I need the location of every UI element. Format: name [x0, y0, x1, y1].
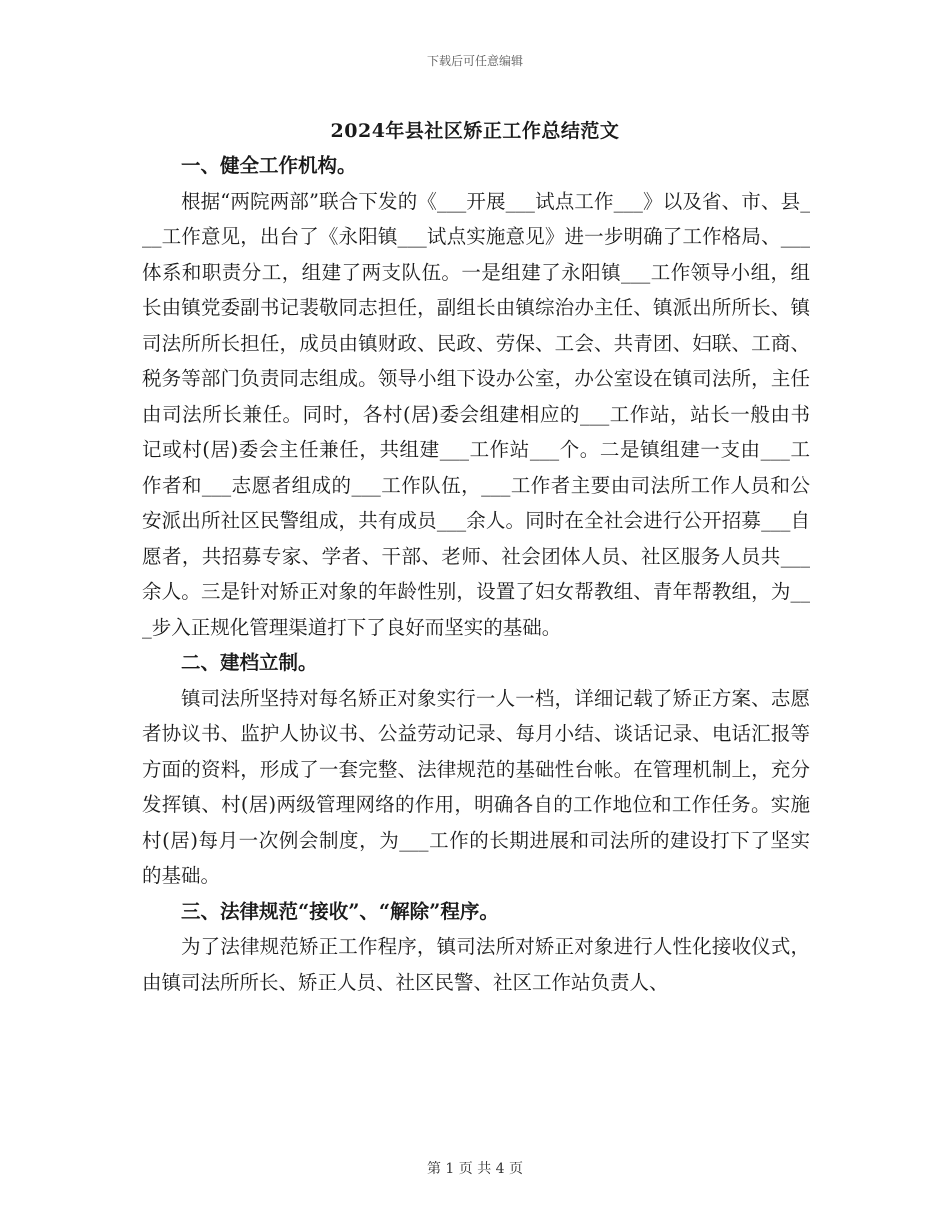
section-heading: 三、法律规范“接收”、“解除”程序。 — [181, 899, 499, 923]
section-heading: 二、建档立制。 — [181, 651, 318, 674]
section-1 — [142, 148, 810, 645]
document-body — [142, 148, 810, 1000]
section-3 — [142, 894, 810, 1001]
page-number: 第 1 页 共 4 页 — [426, 1161, 524, 1177]
document-title: 2024年县社区矫正工作总结范文 — [330, 120, 620, 142]
section-paragraph: 根据“两院两部”联合下发的《___开展___试点工作___》以及省、市、县___工作意见，出台了《永阳镇___试点实施意见》进一步明确了工作格局、___体系和职责分工，组建了两支队伍。一是组建了永阳镇___工作领导小组，组长由镇党委副书记裴敬同志担任，副组长由镇综治办主任、镇派出所所长、镇司法所所长担任，成员由镇财政、民政、劳保、工会、共青团、妇联、工商、税务等部门负责同志组成。领导小组下设办公室，办公室设在镇司法所，主任由司法所长兼任。同时，各村(居)委会组建相应的___工作站，站长一般由书记或村(居)委会主任兼任，共组建___工作站___个。二是镇组建一支由___工作者和___志愿者组成的___工作队伍，___工作者主要由司法所工作人员和公安派出所社区民警组成，共有成员___余人。同时在全社会进行公开招募___自愿者，共招募专家、学者、干部、老师、社会团体人员、社区服务人员共___余人。三是针对矫正对象的年龄性别，设置了妇女帮教组、青年帮教组，为___步入正规化管理渠道打下了良好而坚实的基础。 — [142, 189, 810, 639]
section-heading: 一、健全工作机构。 — [181, 154, 357, 177]
section-paragraph: 为了法律规范矫正工作程序，镇司法所对矫正对象进行人性化接收仪式，由镇司法所所长、矫正人员、社区民警、社区工作站负责人、 — [142, 935, 810, 994]
section-2 — [142, 645, 810, 894]
page-header-note: 下载后可任意编辑 — [426, 54, 523, 68]
section-paragraph: 镇司法所坚持对每名矫正对象实行一人一档，详细记载了矫正方案、志愿者协议书、监护人协议书、公益劳动记录、每月小结、谈话记录、电话汇报等方面的资料，形成了一套完整、法律规范的基础性台帐。在管理机制上，充分发挥镇、村(居)两级管理网络的作用，明确各自的工作地位和工作任务。实施村(居)每月一次例会制度，为___工作的长期进展和司法所的建设打下了坚实的基础。 — [142, 686, 810, 887]
